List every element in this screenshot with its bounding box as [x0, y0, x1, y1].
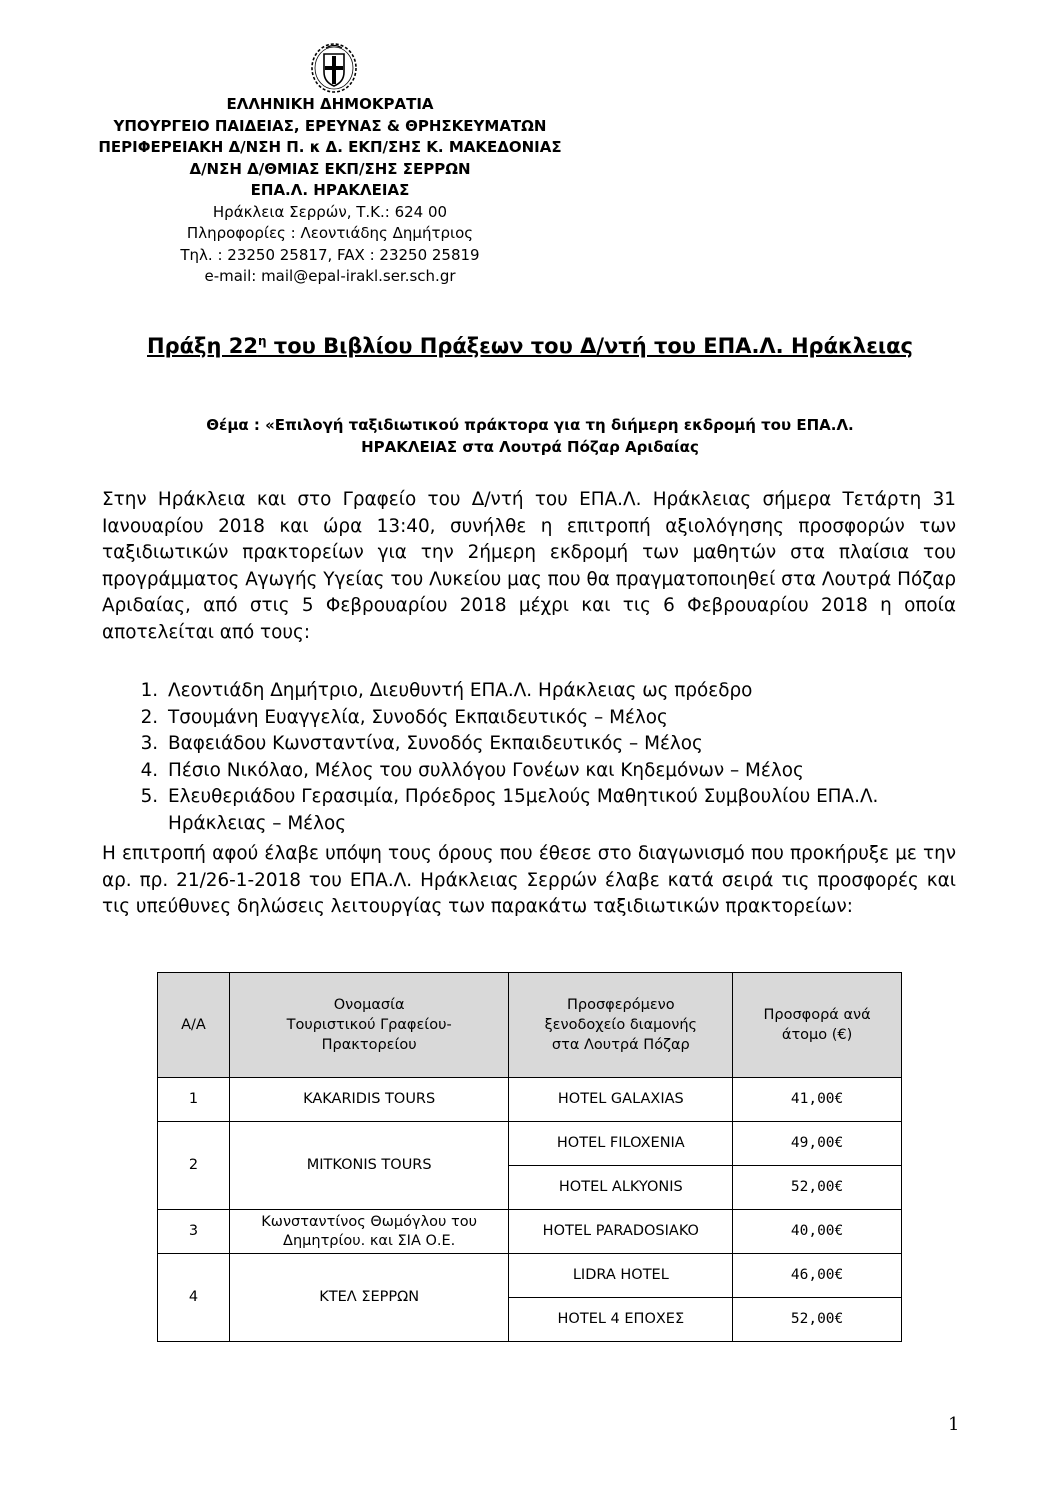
cell-agency: MITKONIS TOURS	[229, 1122, 509, 1210]
header-hotel-line: στα Λουτρά Πόζαρ	[551, 1037, 690, 1053]
header-line: ΥΠΟΥΡΓΕΙΟ ΠΑΙΔΕΙΑΣ, ΕΡΕΥΝΑΣ & ΘΡΗΣΚΕΥΜΑΤΩΝ	[113, 116, 547, 135]
title-text-rest: του Βιβλίου Πράξεων του Δ/ντή του ΕΠΑ.Λ. Ηράκλειας	[266, 334, 913, 358]
committee-members-list	[104, 678, 964, 837]
cell-num: 4	[158, 1254, 230, 1342]
intro-paragraph: Στην Ηράκλεια και στο Γραφείο του Δ/ντή του ΕΠΑ.Λ. Ηράκλειας σήμερα Τετάρτη 31 Ιανουαρίου 2018 και ώρα 13:40, συνήλθε η επιτροπή αξιολόγησης προσφορών των ταξιδιωτικών πρακτορείων για την 2ήμερη εκδρομή των μαθητών στα πλαίσια του προγράμματος Αγωγής Υγείας του Λυκείου μας που θα πραγματοποιηθεί στα Λουτρά Πόζαρ Αριδαίας, από στις 5 Φεβρουαρίου 2018 μέχρι και τις 6 Φεβρουαρίου 2018 η οποία αποτελείται από τους:	[102, 489, 956, 643]
cell-price: 52,00€	[733, 1166, 902, 1210]
header-agency-line: Πρακτορείου	[321, 1037, 417, 1053]
subject	[60, 414, 1000, 458]
header-address: Ηράκλεια Σερρών, Τ.Κ.: 624 00	[212, 202, 448, 221]
header-price-line: άτομο (€)	[781, 1027, 853, 1043]
list-item: 5. Ελευθεριάδου Γερασιμία, Πρόεδρος 15μελούς Μαθητικού Συμβουλίου ΕΠΑ.Λ. Ηράκλειας – Μέλος	[164, 784, 964, 837]
cell-agency-line: Δημητρίου. και ΣΙΑ Ο.Ε.	[283, 1232, 456, 1249]
table-row	[158, 1210, 902, 1254]
header-line: ΕΠΑ.Λ. ΗΡΑΚΛΕΙΑΣ	[250, 181, 410, 199]
list-item: 3. Βαφειάδου Κωνσταντίνα, Συνοδός Εκπαιδευτικός – Μέλος	[164, 731, 964, 758]
cell-num: 1	[158, 1078, 230, 1122]
table-header-row	[158, 973, 902, 1078]
cell-hotel: HOTEL ALKYONIS	[509, 1166, 733, 1210]
header-contact-person: Πληροφορίες : Λεοντιάδης Δημήτριος	[186, 224, 474, 242]
header-agency-line: Ονομασία	[333, 997, 405, 1013]
offers-table	[157, 972, 902, 1342]
header-hotel-line: ξενοδοχείο διαμονής	[544, 1017, 698, 1033]
header-price-line: Προσφορά ανά	[763, 1007, 871, 1023]
document-title	[60, 334, 1000, 358]
letterhead	[40, 94, 620, 288]
subject-line: Θέμα : «Επιλογή ταξιδιωτικού πράκτορα για τη διήμερη εκδρομή του ΕΠΑ.Λ.	[206, 416, 854, 434]
list-item: 1. Λεοντιάδη Δημήτριο, Διευθυντή ΕΠΑ.Λ. Ηράκλειας ως πρόεδρο	[164, 678, 964, 705]
subject-line: ΗΡΑΚΛΕΙΑΣ στα Λουτρά Πόζαρ Αριδαίας	[361, 438, 699, 456]
cell-price: 49,00€	[733, 1122, 902, 1166]
offers-paragraph: Η επιτροπή αφού έλαβε υπόψη τους όρους που έθεσε στο διαγωνισμό που προκήρυξε με την αρ. πρ. 21/26-1-2018 του ΕΠΑ.Λ. Ηράκλειας Σερρών έλαβε κατά σειρά τις προσφορές και τις υπεύθυνες δηλώσεις λειτουργίας των παρακάτω ταξιδιωτικών πρακτορείων:	[102, 843, 956, 917]
cell-agency: ΚΤΕΛ ΣΕΡΡΩΝ	[229, 1254, 509, 1342]
list-item: 2. Τσουμάνη Ευαγγελία, Συνοδός Εκπαιδευτικός – Μέλος	[164, 705, 964, 732]
header-num: Α/Α	[158, 973, 230, 1078]
header-line: Δ/ΝΣΗ Δ/ΘΜΙΑΣ ΕΚΠ/ΣΗΣ ΣΕΡΡΩΝ	[189, 159, 471, 178]
cell-hotel: HOTEL PARADOSIAKO	[509, 1210, 733, 1254]
table-row	[158, 1122, 902, 1166]
header-agency	[229, 973, 509, 1078]
coat-of-arms-emblem	[310, 40, 358, 94]
header-price	[733, 973, 902, 1078]
table-row	[158, 1254, 902, 1298]
cell-agency-line: Κωνσταντίνος Θωμόγλου του	[261, 1213, 478, 1230]
cell-price: 41,00€	[733, 1078, 902, 1122]
cell-agency	[229, 1210, 509, 1254]
list-item: 4. Πέσιο Νικόλαο, Μέλος του συλλόγου Γονέων και Κηδεμόνων – Μέλος	[164, 758, 964, 785]
table-row	[158, 1078, 902, 1122]
header-phone-fax: Τηλ. : 23250 25817, FAX : 23250 25819	[180, 245, 480, 264]
cell-hotel: LIDRA HOTEL	[509, 1254, 733, 1298]
cell-price: 46,00€	[733, 1254, 902, 1298]
cell-num: 3	[158, 1210, 230, 1254]
cell-agency: KAKARIDIS TOURS	[229, 1078, 509, 1122]
header-hotel-line: Προσφερόμενο	[566, 997, 675, 1013]
header-line: ΠΕΡΙΦΕΡΕΙΑΚΗ Δ/ΝΣΗ Π. κ Δ. ΕΚΠ/ΣΗΣ Κ. ΜΑΚΕΔΟΝΙΑΣ	[98, 138, 562, 156]
title-text: Πράξη 22	[147, 334, 258, 358]
cell-price: 40,00€	[733, 1210, 902, 1254]
cell-price: 52,00€	[733, 1298, 902, 1342]
page-number: 1	[948, 1414, 960, 1435]
title-superscript: η	[257, 334, 267, 348]
cell-hotel: HOTEL 4 ΕΠΟΧΕΣ	[509, 1298, 733, 1342]
header-line: ΕΛΛΗΝΙΚΗ ΔΗΜΟΚΡΑΤΙΑ	[226, 95, 434, 113]
header-agency-line: Τουριστικού Γραφείου-	[286, 1017, 452, 1033]
header-email: e-mail: mail@epal-irakl.ser.sch.gr	[204, 267, 456, 285]
header-hotel	[509, 973, 733, 1078]
cell-hotel: HOTEL FILOXENIA	[509, 1122, 733, 1166]
cell-num: 2	[158, 1122, 230, 1210]
cell-hotel: HOTEL GALAXIAS	[509, 1078, 733, 1122]
